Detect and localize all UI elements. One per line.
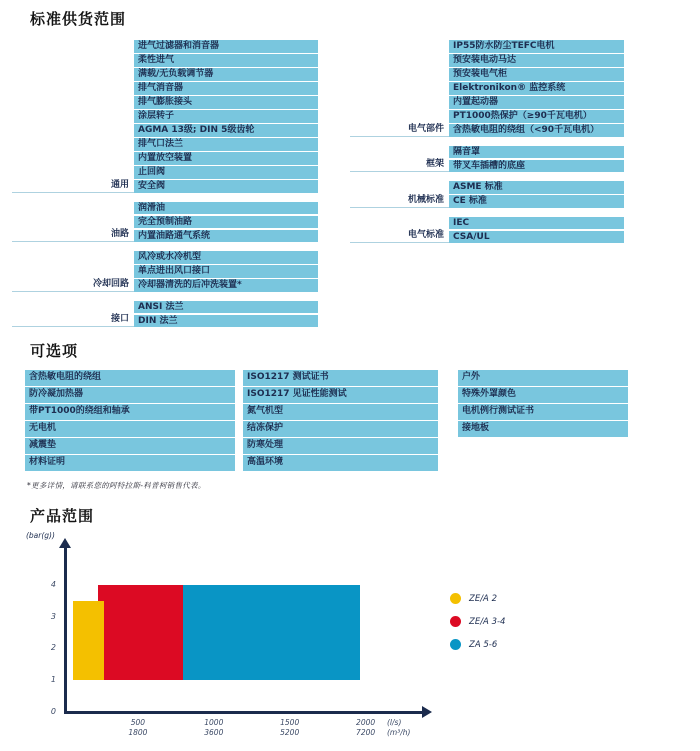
x-axis-line (64, 711, 424, 714)
supply-item: 涂层转子 (134, 110, 318, 123)
supply-item: 进气过滤器和消音器 (134, 40, 318, 53)
y-tick-label: 0 (50, 707, 56, 716)
supply-item: IP55防水防尘TEFC电机 (449, 40, 624, 53)
supply-item: 排气口法兰 (134, 138, 318, 151)
supply-item: 完全预制油路 (134, 216, 318, 229)
legend-item-label: ZA 5-6 (469, 639, 498, 650)
supply-item-list (449, 181, 624, 208)
option-item: 氮气机型 (243, 404, 438, 420)
option-item: 带PT1000的绕组和轴承 (25, 404, 235, 420)
option-item: 结冻保护 (243, 421, 438, 437)
options-title: 可选项 (30, 342, 79, 360)
supply-item-list (449, 217, 624, 244)
option-item: 含热敏电阻的绕组 (25, 370, 235, 386)
supply-item: DIN 法兰 (134, 315, 318, 328)
supply-item: 单点进出风口接口 (134, 265, 318, 278)
supply-item: 润滑油 (134, 202, 318, 215)
standard-supply-title: 标准供货范围 (30, 10, 127, 28)
options-column-3 (458, 370, 628, 437)
supply-item: 风冷或水冷机型 (134, 251, 318, 264)
footnote: *更多详情，请联系您的阿特拉斯-科普柯销售代表。 (27, 481, 206, 490)
legend-item (450, 593, 497, 604)
supply-item: 含热敏电阻的绕组（<90千瓦电机） (449, 124, 624, 137)
option-item: 材料证明 (25, 455, 235, 471)
supply-item: Elektronikon® 监控系统 (449, 82, 624, 95)
supply-item-list (449, 40, 624, 137)
legend-item-label: ZE/A 3-4 (469, 616, 506, 627)
option-item: 接地板 (458, 421, 628, 437)
option-item: 高温环境 (243, 455, 438, 471)
x-tick-label: 500 1800 (128, 718, 148, 737)
legend-color-dot-icon (450, 616, 461, 627)
supply-item-list (134, 202, 318, 243)
supply-item: 内置油路通气系统 (134, 230, 318, 243)
supply-item: 安全阀 (134, 180, 318, 193)
option-item: 特殊外罩颜色 (458, 387, 628, 403)
supply-item: 内置放空装置 (134, 152, 318, 165)
option-item: 防冷凝加热器 (25, 387, 235, 403)
bar-ze-a-3-4 (98, 585, 183, 680)
supply-group (350, 146, 624, 173)
supply-item: 柔性进气 (134, 54, 318, 67)
category-label: 通用 (12, 40, 134, 193)
y-tick-label: 4 (50, 579, 56, 589)
option-item: 减震垫 (25, 438, 235, 454)
supply-group (12, 251, 318, 292)
supply-item: ASME 标准 (449, 181, 624, 194)
options-column-2 (243, 370, 438, 471)
legend-item (450, 616, 505, 627)
supply-item: 隔音罩 (449, 146, 624, 159)
option-item: 无电机 (25, 421, 235, 437)
supply-group (12, 301, 318, 328)
supply-item: PT1000热保护（≥90千瓦电机） (449, 110, 624, 123)
supply-item: 预安装电动马达 (449, 54, 624, 67)
x-axis-units-label: (l/s) (m³/h) (387, 718, 411, 737)
supply-group (12, 40, 318, 193)
y-tick-label: 3 (50, 611, 56, 621)
options-column-1 (25, 370, 235, 471)
x-tick-label: 1500 5200 (280, 718, 300, 737)
legend-item (450, 639, 497, 650)
supply-item: 带叉车插槽的底座 (449, 160, 624, 173)
category-label: 机械标准 (350, 181, 449, 208)
supply-item: 冷却器清洗的后冲洗装置* (134, 279, 318, 292)
standard-supply-right-column (350, 40, 624, 252)
product-range-chart (0, 500, 700, 751)
y-axis-line (64, 547, 67, 714)
bar-ze-a-2 (73, 601, 104, 681)
category-label: 接口 (12, 301, 134, 328)
supply-item: ANSI 法兰 (134, 301, 318, 314)
y-tick-label: 2 (50, 643, 56, 653)
category-label: 电气部件 (350, 40, 449, 137)
legend-color-dot-icon (450, 593, 461, 604)
legend-color-dot-icon (450, 639, 461, 650)
bar-za-5-6 (183, 585, 361, 680)
supply-item: 排气消音器 (134, 82, 318, 95)
y-axis-arrow-icon (59, 538, 71, 548)
supply-item: CE 标准 (449, 195, 624, 208)
supply-item: CSA/UL (449, 231, 624, 244)
category-label: 油路 (12, 202, 134, 243)
supply-item: 预安装电气柜 (449, 68, 624, 81)
standard-supply-left-column (12, 40, 318, 336)
supply-group (12, 202, 318, 243)
category-label: 冷却回路 (12, 251, 134, 292)
supply-group (350, 40, 624, 137)
supply-item-list (449, 146, 624, 173)
category-label: 电气标准 (350, 217, 449, 244)
supply-item: IEC (449, 217, 624, 230)
option-item: 户外 (458, 370, 628, 386)
x-axis-arrow-icon (422, 706, 432, 718)
y-axis-unit-label: (bar(g)) (26, 531, 55, 540)
option-item: ISO1217 见证性能测试 (243, 387, 438, 403)
option-item: 电机例行测试证书 (458, 404, 628, 420)
supply-item: AGMA 13级; DIN 5级齿轮 (134, 124, 318, 137)
supply-item-list (134, 301, 318, 328)
supply-group (350, 181, 624, 208)
supply-item: 排气膨胀接头 (134, 96, 318, 109)
option-item: ISO1217 测试证书 (243, 370, 438, 386)
supply-item: 内置起动器 (449, 96, 624, 109)
supply-item: 止回阀 (134, 166, 318, 179)
x-tick-label: 1000 3600 (204, 718, 224, 737)
supply-item: 满载/无负载调节器 (134, 68, 318, 81)
option-item: 防寒处理 (243, 438, 438, 454)
supply-item-list (134, 40, 318, 193)
x-tick-label: 2000 7200 (356, 718, 376, 737)
y-tick-label: 1 (50, 675, 56, 685)
supply-item-list (134, 251, 318, 292)
legend-item-label: ZE/A 2 (469, 593, 497, 604)
supply-group (350, 217, 624, 244)
product-range-title: 产品范围 (30, 507, 95, 525)
category-label: 框架 (350, 146, 449, 173)
